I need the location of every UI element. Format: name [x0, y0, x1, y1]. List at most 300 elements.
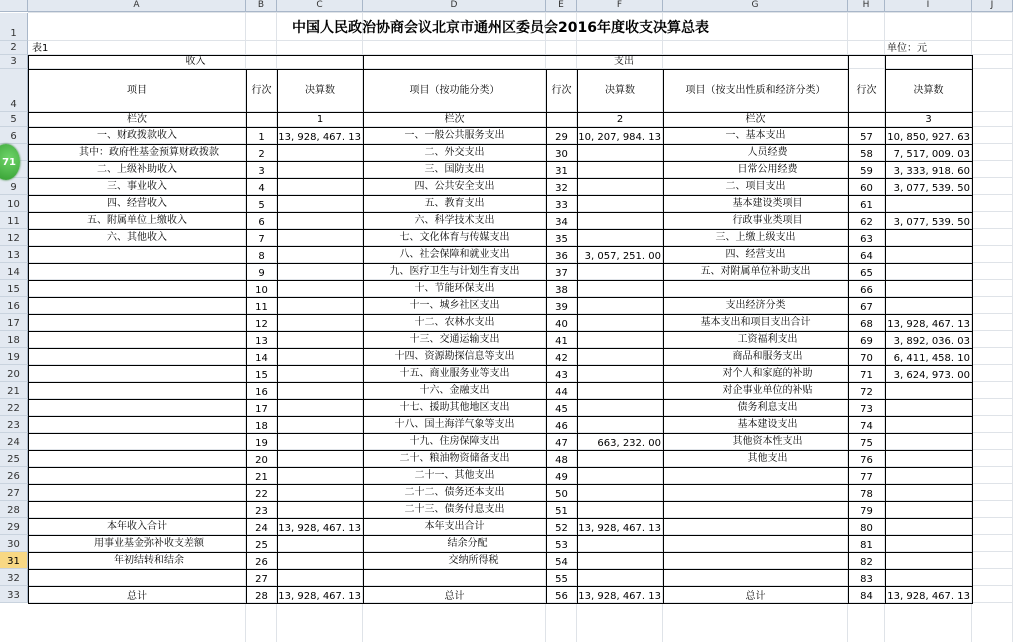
econ-item-cell[interactable]: 五、对附属单位补助支出	[700, 265, 811, 277]
econ-amount-cell[interactable]	[885, 569, 972, 586]
column-header-a[interactable]: A	[28, 0, 246, 12]
income-line-cell[interactable]: 20	[255, 455, 268, 466]
func-amount-cell[interactable]	[577, 331, 663, 348]
income-item-cell[interactable]	[28, 297, 246, 314]
econ-amount-cell[interactable]: 7, 517, 009. 03	[893, 149, 970, 160]
econ-item-cell[interactable]: 对企事业单位的补贴	[722, 384, 813, 396]
func-amount-cell[interactable]: 10, 207, 984. 13	[578, 132, 661, 143]
func-line-cell[interactable]: 37	[555, 268, 568, 279]
income-item-cell[interactable]	[28, 467, 246, 484]
row-header-3[interactable]: 3	[0, 55, 28, 69]
econ-item-cell[interactable]	[663, 484, 848, 501]
income-line-cell[interactable]: 18	[255, 421, 268, 432]
income-item-cell[interactable]: 一、财政拨款收入	[97, 129, 177, 141]
econ-item-cell[interactable]: 其他支出	[747, 452, 788, 464]
income-line-cell[interactable]: 17	[255, 404, 268, 415]
econ-amount-cell[interactable]	[885, 246, 972, 263]
econ-amount-cell[interactable]	[885, 399, 972, 416]
func-amount-cell[interactable]: 3, 057, 251. 00	[584, 251, 661, 262]
econ-amount-cell[interactable]	[885, 450, 972, 467]
econ-amount-cell[interactable]	[885, 467, 972, 484]
func-amount-cell[interactable]	[577, 416, 663, 433]
income-amount-cell[interactable]	[277, 569, 363, 586]
income-line-cell[interactable]: 3	[258, 166, 265, 177]
income-item-cell[interactable]	[28, 280, 246, 297]
col-label-a[interactable]: 栏次	[127, 113, 147, 125]
econ-line-cell[interactable]: 74	[860, 421, 873, 432]
econ-amount-cell[interactable]: 13, 928, 467. 13	[887, 591, 970, 602]
income-item-cell[interactable]: 三、事业收入	[107, 180, 167, 192]
func-amount-cell[interactable]: 13, 928, 467. 13	[578, 523, 661, 534]
func-line-cell[interactable]: 34	[555, 217, 568, 228]
func-amount-cell[interactable]	[577, 382, 663, 399]
econ-item-header[interactable]: 项目（按支出性质和经济分类）	[685, 84, 826, 96]
econ-line-cell[interactable]: 82	[860, 557, 873, 568]
econ-line-cell[interactable]: 78	[860, 489, 873, 500]
income-line-cell[interactable]: 15	[255, 370, 268, 381]
func-amount-cell[interactable]	[577, 263, 663, 280]
row-header-20[interactable]: 20	[0, 365, 28, 382]
income-item-cell[interactable]: 五、附属单位上缴收入	[87, 214, 187, 226]
income-amount-cell[interactable]: 13, 928, 467. 13	[278, 591, 361, 602]
column-header-i[interactable]: I	[885, 0, 972, 12]
func-item-cell[interactable]: 十五、商业服务业等支出	[399, 367, 510, 379]
func-item-cell[interactable]: 十六、金融支出	[419, 384, 490, 396]
income-item-cell[interactable]	[28, 569, 246, 586]
row-header-17[interactable]: 17	[0, 314, 28, 331]
income-line-cell[interactable]: 23	[255, 506, 268, 517]
econ-item-cell[interactable]: 债务利息支出	[737, 401, 798, 413]
econ-amount-header[interactable]: 决算数	[913, 84, 944, 96]
row-header-5[interactable]: 5	[0, 112, 28, 127]
row-header-27[interactable]: 27	[0, 484, 28, 501]
econ-item-cell[interactable]: 基本建设类项目	[732, 197, 803, 209]
econ-line-cell[interactable]: 68	[860, 319, 873, 330]
func-item-cell[interactable]: 九、医疗卫生与计划生育支出	[389, 265, 520, 277]
func-line-cell[interactable]: 47	[555, 438, 568, 449]
econ-amount-cell[interactable]	[885, 535, 972, 552]
econ-amount-cell[interactable]	[885, 484, 972, 501]
income-amount-cell[interactable]	[277, 348, 363, 365]
func-line-cell[interactable]: 46	[555, 421, 568, 432]
econ-line-cell[interactable]: 71	[860, 370, 873, 381]
func-amount-cell[interactable]	[577, 280, 663, 297]
func-line-cell[interactable]: 30	[555, 149, 568, 160]
row-header-6[interactable]: 6	[0, 127, 28, 144]
income-item-header[interactable]: 项目	[127, 84, 147, 96]
income-item-cell[interactable]	[28, 399, 246, 416]
func-line-header[interactable]: 行次	[551, 84, 572, 96]
income-line-header[interactable]: 行次	[251, 84, 272, 96]
func-item-cell[interactable]: 三、国防支出	[424, 163, 485, 175]
func-item-cell[interactable]: 二十二、债务还本支出	[404, 486, 505, 498]
row-header-33[interactable]: 33	[0, 586, 28, 603]
income-line-cell[interactable]: 13	[255, 336, 268, 347]
econ-amount-cell[interactable]: 3, 333, 918. 60	[893, 166, 970, 177]
econ-line-cell[interactable]: 79	[860, 506, 873, 517]
econ-amount-cell[interactable]: 3, 077, 539. 50	[893, 217, 970, 228]
econ-item-cell[interactable]	[663, 467, 848, 484]
func-item-cell[interactable]: 二、外交支出	[424, 146, 485, 158]
func-line-cell[interactable]: 29	[555, 132, 568, 143]
func-line-cell[interactable]: 52	[555, 523, 568, 534]
income-line-cell[interactable]: 21	[255, 472, 268, 483]
econ-item-cell[interactable]: 商品和服务支出	[732, 350, 803, 362]
econ-item-cell[interactable]: 对个人和家庭的补助	[722, 367, 813, 379]
func-amount-cell[interactable]	[577, 161, 663, 178]
income-amount-cell[interactable]	[277, 144, 363, 161]
func-amount-cell[interactable]	[577, 365, 663, 382]
income-line-cell[interactable]: 26	[255, 557, 268, 568]
econ-line-cell[interactable]: 61	[860, 200, 873, 211]
income-line-cell[interactable]: 16	[255, 387, 268, 398]
func-line-cell[interactable]: 42	[555, 353, 568, 364]
func-item-header[interactable]: 项目（按功能分类）	[409, 84, 500, 96]
econ-line-cell[interactable]: 62	[860, 217, 873, 228]
income-item-cell[interactable]	[28, 433, 246, 450]
econ-item-cell[interactable]: 一、基本支出	[725, 129, 786, 141]
income-amount-cell[interactable]	[277, 399, 363, 416]
econ-line-cell[interactable]: 63	[860, 234, 873, 245]
row-header-26[interactable]: 26	[0, 467, 28, 484]
column-header-f[interactable]: F	[577, 0, 663, 12]
func-item-cell[interactable]: 十三、交通运输支出	[409, 333, 500, 345]
func-amount-cell[interactable]	[577, 229, 663, 246]
income-line-cell[interactable]: 10	[255, 285, 268, 296]
income-line-cell[interactable]: 24	[255, 523, 268, 534]
func-line-cell[interactable]: 45	[555, 404, 568, 415]
func-amount-cell[interactable]	[577, 450, 663, 467]
func-item-cell[interactable]: 六、科学技术支出	[414, 214, 495, 226]
income-item-cell[interactable]	[28, 263, 246, 280]
income-line-cell[interactable]: 9	[258, 268, 265, 279]
income-item-cell[interactable]	[28, 416, 246, 433]
income-item-cell[interactable]: 四、经营收入	[107, 197, 167, 209]
notification-badge[interactable]: 71	[0, 144, 20, 180]
func-line-cell[interactable]: 32	[555, 183, 568, 194]
column-header-e[interactable]: E	[546, 0, 577, 12]
econ-line-cell[interactable]: 72	[860, 387, 873, 398]
income-amount-cell[interactable]	[277, 365, 363, 382]
income-item-cell[interactable]	[28, 365, 246, 382]
econ-amount-cell[interactable]: 13, 928, 467. 13	[887, 319, 970, 330]
func-amount-cell[interactable]: 13, 928, 467. 13	[578, 591, 661, 602]
income-line-cell[interactable]: 5	[258, 200, 265, 211]
income-item-cell[interactable]	[28, 331, 246, 348]
econ-item-cell[interactable]: 支出经济分类	[725, 299, 786, 311]
row-header-14[interactable]: 14	[0, 263, 28, 280]
econ-line-cell[interactable]: 81	[860, 540, 873, 551]
econ-amount-cell[interactable]	[885, 297, 972, 314]
econ-line-cell[interactable]: 59	[860, 166, 873, 177]
econ-item-cell[interactable]: 人员经费	[747, 146, 788, 158]
col-label-d[interactable]: 栏次	[444, 113, 465, 125]
func-amount-cell[interactable]	[577, 484, 663, 501]
income-amount-cell[interactable]	[277, 314, 363, 331]
econ-line-cell[interactable]: 57	[860, 132, 873, 143]
row-header-12[interactable]: 12	[0, 229, 28, 246]
func-item-cell[interactable]: 十一、城乡社区支出	[409, 299, 500, 311]
row-header-28[interactable]: 28	[0, 501, 28, 518]
income-amount-cell[interactable]	[277, 161, 363, 178]
select-all-corner[interactable]	[0, 0, 28, 12]
func-item-cell[interactable]: 结余分配	[447, 537, 488, 549]
econ-line-cell[interactable]: 58	[860, 149, 873, 160]
row-header-24[interactable]: 24	[0, 433, 28, 450]
func-item-cell[interactable]: 二十三、债务付息支出	[404, 503, 505, 515]
econ-amount-cell[interactable]	[885, 195, 972, 212]
income-amount-cell[interactable]	[277, 280, 363, 297]
func-line-cell[interactable]: 41	[555, 336, 568, 347]
econ-amount-cell[interactable]	[885, 518, 972, 535]
column-header-g[interactable]: G	[663, 0, 848, 12]
income-line-cell[interactable]: 19	[255, 438, 268, 449]
econ-item-cell[interactable]	[663, 569, 848, 586]
income-amount-cell[interactable]	[277, 484, 363, 501]
func-amount-cell[interactable]	[577, 178, 663, 195]
econ-line-cell[interactable]: 64	[860, 251, 873, 262]
econ-amount-cell[interactable]	[885, 280, 972, 297]
func-amount-cell[interactable]	[577, 501, 663, 518]
income-line-cell[interactable]: 12	[255, 319, 268, 330]
row-header-30[interactable]: 30	[0, 535, 28, 552]
func-item-cell[interactable]: 五、教育支出	[424, 197, 485, 209]
func-amount-cell[interactable]	[577, 144, 663, 161]
econ-line-cell[interactable]: 73	[860, 404, 873, 415]
income-amount-cell[interactable]	[277, 263, 363, 280]
func-line-cell[interactable]: 33	[555, 200, 568, 211]
econ-amount-cell[interactable]: 3, 077, 539. 50	[893, 183, 970, 194]
row-header-13[interactable]: 13	[0, 246, 28, 263]
income-amount-cell[interactable]	[277, 450, 363, 467]
income-amount-cell[interactable]	[277, 212, 363, 229]
func-amount-cell[interactable]	[577, 195, 663, 212]
func-item-cell[interactable]: 十四、资源勘探信息等支出	[394, 350, 515, 362]
econ-item-cell[interactable]: 行政事业类项目	[732, 214, 803, 226]
func-amount-cell[interactable]	[577, 348, 663, 365]
econ-line-cell[interactable]: 70	[860, 353, 873, 364]
income-item-cell[interactable]	[28, 246, 246, 263]
income-amount-cell[interactable]	[277, 501, 363, 518]
func-amount-cell[interactable]	[577, 535, 663, 552]
func-line-cell[interactable]: 31	[555, 166, 568, 177]
row-header-23[interactable]: 23	[0, 416, 28, 433]
econ-amount-cell[interactable]	[885, 416, 972, 433]
income-line-cell[interactable]: 7	[258, 234, 265, 245]
column-header-c[interactable]: C	[277, 0, 363, 12]
income-line-cell[interactable]: 22	[255, 489, 268, 500]
row-header-10[interactable]: 10	[0, 195, 28, 212]
econ-item-cell[interactable]	[663, 552, 848, 569]
func-item-cell[interactable]: 十、节能环保支出	[414, 282, 495, 294]
income-amount-cell[interactable]	[277, 246, 363, 263]
row-header-29[interactable]: 29	[0, 518, 28, 535]
row-header-21[interactable]: 21	[0, 382, 28, 399]
func-amount-cell[interactable]: 663, 232. 00	[597, 438, 661, 449]
econ-amount-cell[interactable]	[885, 382, 972, 399]
income-item-cell[interactable]: 用事业基金弥补收支差额	[94, 537, 204, 549]
row-header-1[interactable]: 1	[0, 13, 28, 41]
func-item-cell[interactable]	[363, 569, 546, 586]
econ-line-cell[interactable]: 67	[860, 302, 873, 313]
income-item-cell[interactable]	[28, 484, 246, 501]
func-amount-cell[interactable]	[577, 569, 663, 586]
func-line-cell[interactable]: 51	[555, 506, 568, 517]
income-line-cell[interactable]: 27	[255, 574, 268, 585]
column-header-h[interactable]: H	[848, 0, 885, 12]
econ-amount-cell[interactable]	[885, 433, 972, 450]
income-amount-cell[interactable]: 13, 928, 467. 13	[278, 132, 361, 143]
row-header-31[interactable]: 31	[0, 552, 28, 569]
econ-line-cell[interactable]: 83	[860, 574, 873, 585]
income-line-cell[interactable]: 2	[258, 149, 265, 160]
income-amount-cell[interactable]	[277, 331, 363, 348]
func-item-cell[interactable]: 总计	[444, 591, 465, 602]
income-line-cell[interactable]: 25	[255, 540, 268, 551]
econ-amount-cell[interactable]: 3, 892, 036. 03	[893, 336, 970, 347]
econ-item-cell[interactable]: 二、项目支出	[725, 180, 786, 192]
income-line-cell[interactable]: 6	[258, 217, 265, 228]
func-amount-cell[interactable]	[577, 467, 663, 484]
income-amount-cell[interactable]	[277, 552, 363, 569]
func-line-cell[interactable]: 36	[555, 251, 568, 262]
func-item-cell[interactable]: 十八、国土海洋气象等支出	[394, 418, 515, 430]
econ-amount-cell[interactable]	[885, 501, 972, 518]
col-number-1[interactable]: 1	[316, 113, 324, 125]
func-line-cell[interactable]: 53	[555, 540, 568, 551]
row-header-4[interactable]: 4	[0, 69, 28, 112]
income-amount-cell[interactable]	[277, 178, 363, 195]
income-item-cell[interactable]	[28, 382, 246, 399]
func-line-cell[interactable]: 39	[555, 302, 568, 313]
income-amount-cell[interactable]	[277, 416, 363, 433]
func-line-cell[interactable]: 54	[555, 557, 568, 568]
econ-amount-cell[interactable]	[885, 263, 972, 280]
func-item-cell[interactable]: 一、一般公共服务支出	[404, 129, 505, 141]
income-item-cell[interactable]: 总计	[127, 591, 147, 602]
column-header-b[interactable]: B	[246, 0, 277, 12]
econ-amount-cell[interactable]: 6, 411, 458. 10	[893, 353, 970, 364]
income-amount-cell[interactable]	[277, 229, 363, 246]
econ-item-cell[interactable]	[663, 501, 848, 518]
econ-line-cell[interactable]: 66	[860, 285, 873, 296]
func-item-cell[interactable]: 七、文化体育与传媒支出	[399, 231, 510, 243]
func-amount-cell[interactable]	[577, 212, 663, 229]
func-line-cell[interactable]: 38	[555, 285, 568, 296]
func-amount-cell[interactable]	[577, 552, 663, 569]
econ-amount-cell[interactable]	[885, 229, 972, 246]
func-item-cell[interactable]: 二十、粮油物资储备支出	[399, 452, 510, 464]
row-header-2[interactable]: 2	[0, 41, 28, 55]
econ-item-cell[interactable]: 四、经营支出	[725, 248, 786, 260]
econ-line-cell[interactable]: 75	[860, 438, 873, 449]
func-line-cell[interactable]: 40	[555, 319, 568, 330]
income-item-cell[interactable]: 六、其他收入	[107, 231, 167, 243]
income-item-cell[interactable]: 其中：政府性基金预算财政拨款	[79, 146, 219, 158]
func-line-cell[interactable]: 56	[555, 591, 568, 602]
income-line-cell[interactable]: 1	[258, 132, 265, 143]
func-line-cell[interactable]: 49	[555, 472, 568, 483]
func-amount-cell[interactable]	[577, 399, 663, 416]
econ-line-cell[interactable]: 84	[860, 591, 873, 602]
func-item-cell[interactable]: 二十一、其他支出	[414, 469, 495, 481]
econ-item-cell[interactable]	[663, 535, 848, 552]
econ-item-cell[interactable]	[663, 518, 848, 535]
income-amount-cell[interactable]	[277, 382, 363, 399]
column-header-d[interactable]: D	[363, 0, 546, 12]
income-amount-cell[interactable]	[277, 433, 363, 450]
col-label-g[interactable]: 栏次	[745, 113, 766, 125]
col-number-3[interactable]: 3	[925, 113, 932, 125]
income-header[interactable]: 收入	[185, 56, 206, 67]
income-item-cell[interactable]	[28, 348, 246, 365]
econ-line-cell[interactable]: 60	[860, 183, 873, 194]
income-amount-cell[interactable]: 13, 928, 467. 13	[278, 523, 361, 534]
income-item-cell[interactable]	[28, 501, 246, 518]
econ-item-cell[interactable]: 工资福利支出	[737, 333, 798, 345]
func-line-cell[interactable]: 35	[555, 234, 568, 245]
econ-line-cell[interactable]: 65	[860, 268, 873, 279]
func-item-cell[interactable]: 四、公共安全支出	[414, 180, 495, 192]
income-item-cell[interactable]	[28, 314, 246, 331]
func-amount-cell[interactable]	[577, 297, 663, 314]
row-header-32[interactable]: 32	[0, 569, 28, 586]
func-item-cell[interactable]: 十二、农林水支出	[414, 316, 495, 328]
income-amount-header[interactable]: 决算数	[305, 84, 335, 96]
func-item-cell[interactable]: 十七、援助其他地区支出	[399, 401, 510, 413]
income-amount-cell[interactable]	[277, 535, 363, 552]
econ-item-cell[interactable]: 基本建设支出	[737, 418, 798, 430]
econ-line-header[interactable]: 行次	[856, 84, 877, 96]
func-amount-cell[interactable]	[577, 314, 663, 331]
income-amount-cell[interactable]	[277, 297, 363, 314]
econ-item-cell[interactable]	[663, 280, 848, 297]
func-line-cell[interactable]: 43	[555, 370, 568, 381]
income-item-cell[interactable]	[28, 450, 246, 467]
row-header-9[interactable]: 9	[0, 178, 28, 195]
econ-item-cell[interactable]: 其他资本性支出	[732, 435, 803, 447]
func-line-cell[interactable]: 48	[555, 455, 568, 466]
econ-item-cell[interactable]: 三、上缴上级支出	[715, 231, 796, 243]
econ-item-cell[interactable]: 日常公用经费	[737, 163, 798, 175]
econ-line-cell[interactable]: 80	[860, 523, 873, 534]
row-header-19[interactable]: 19	[0, 348, 28, 365]
income-item-cell[interactable]: 本年收入合计	[107, 520, 167, 532]
income-item-cell[interactable]: 年初结转和结余	[114, 554, 184, 566]
expense-header[interactable]: 支出	[614, 56, 634, 67]
income-line-cell[interactable]: 11	[255, 302, 268, 313]
income-amount-cell[interactable]	[277, 195, 363, 212]
econ-amount-cell[interactable]	[885, 552, 972, 569]
income-item-cell[interactable]: 二、上级补助收入	[97, 163, 177, 175]
income-line-cell[interactable]: 28	[255, 591, 268, 602]
row-header-16[interactable]: 16	[0, 297, 28, 314]
row-header-18[interactable]: 18	[0, 331, 28, 348]
func-item-cell[interactable]: 本年支出合计	[424, 520, 485, 532]
econ-line-cell[interactable]: 77	[860, 472, 873, 483]
col-number-2[interactable]: 2	[616, 113, 624, 125]
row-header-11[interactable]: 11	[0, 212, 28, 229]
income-line-cell[interactable]: 8	[258, 251, 265, 262]
func-item-cell[interactable]: 十九、住房保障支出	[409, 435, 500, 447]
func-line-cell[interactable]: 44	[555, 387, 568, 398]
func-item-cell[interactable]: 交纳所得税	[448, 554, 499, 566]
econ-item-cell[interactable]: 总计	[745, 591, 766, 602]
func-line-cell[interactable]: 50	[555, 489, 568, 500]
econ-amount-cell[interactable]: 10, 850, 927. 63	[887, 132, 970, 143]
econ-item-cell[interactable]: 基本支出和项目支出合计	[700, 316, 811, 328]
income-line-cell[interactable]: 14	[255, 353, 268, 364]
